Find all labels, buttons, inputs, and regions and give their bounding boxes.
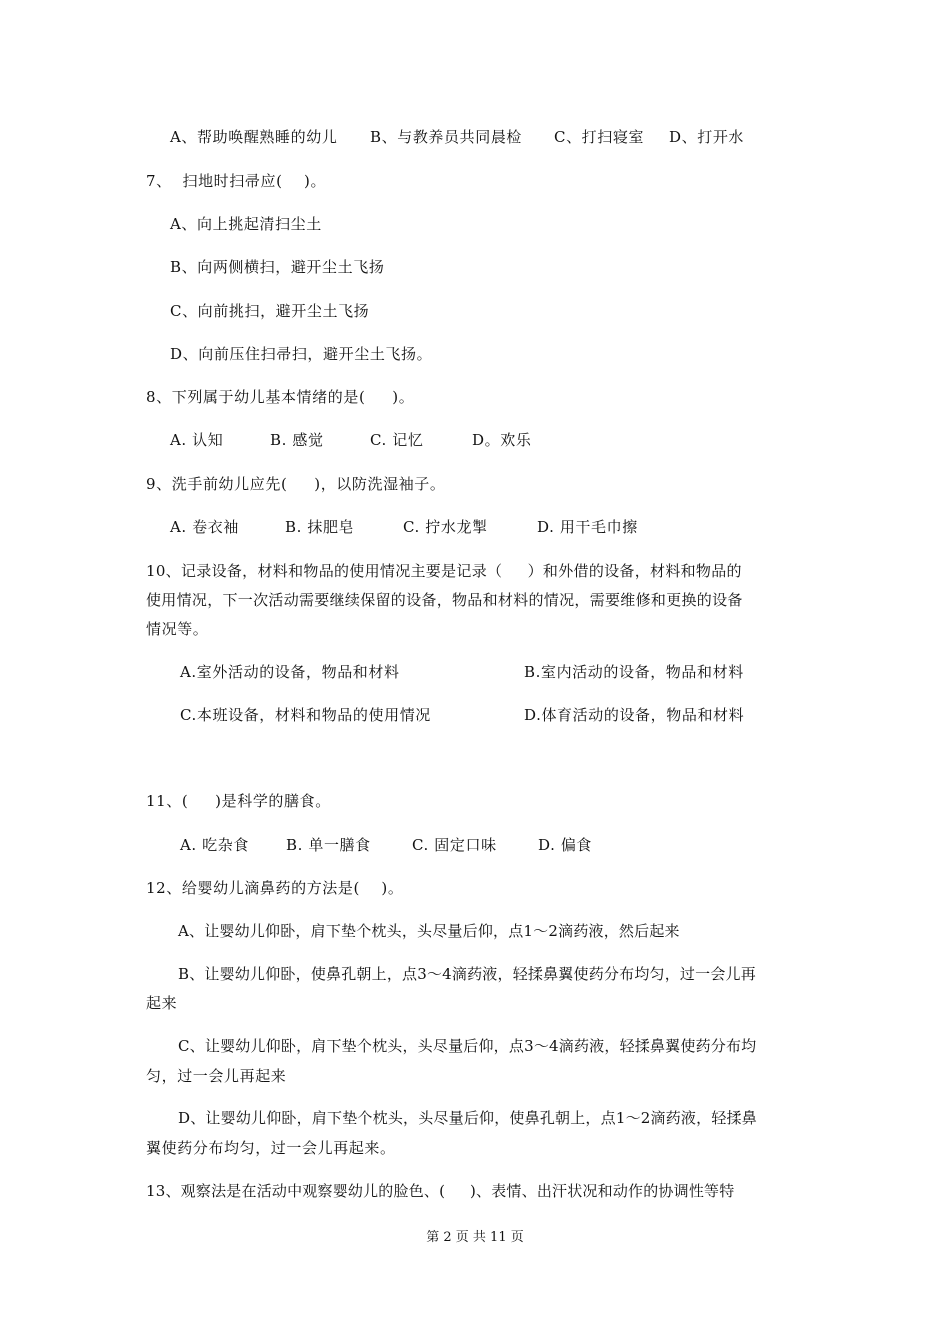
q11-option-a: A. 吃杂食 <box>180 836 249 854</box>
q10-stem-line-1: 10、记录设备，材料和物品的使用情况主要是记录（ ）和外借的设备，材料和物品的 <box>146 562 742 580</box>
q8-option-c: C. 记忆 <box>370 431 424 449</box>
q7-option-c: C、向前挑扫，避开尘土飞扬 <box>170 302 370 320</box>
q6-option-c: C、打扫寝室 <box>554 128 645 146</box>
q9-option-d: D. 用干毛巾擦 <box>537 518 638 536</box>
q11-stem: 11、( )是科学的膳食。 <box>146 792 331 810</box>
q7-option-d: D、向前压住扫帚扫，避开尘土飞扬。 <box>170 345 433 363</box>
q7-option-b: B、向两侧横扫，避开尘土飞扬 <box>170 258 385 276</box>
q12-option-c-line-2: 匀，过一会儿再起来 <box>146 1067 287 1085</box>
q10-stem-line-2: 使用情况，下一次活动需要继续保留的设备，物品和材料的情况，需要维修和更换的设备 <box>146 591 743 609</box>
q8-options <box>170 430 531 450</box>
q11-option-d: D. 偏食 <box>538 836 593 854</box>
q12-option-d-line-1: D、让婴幼儿仰卧，肩下垫个枕头，头尽量后仰，使鼻孔朝上，点1～2滴药液，轻揉鼻 <box>178 1109 757 1127</box>
q8-option-d: D。欢乐 <box>472 431 532 449</box>
q12-option-c-line-1: C、让婴幼儿仰卧，肩下垫个枕头，头尽量后仰，点3～4滴药液，轻揉鼻翼使药分布均 <box>178 1037 757 1055</box>
q6-options <box>170 127 744 147</box>
q9-option-a: A. 卷衣袖 <box>170 518 239 536</box>
q9-option-c: C. 拧水龙掣 <box>403 518 488 536</box>
q11-option-c: C. 固定口味 <box>412 836 497 854</box>
q10-option-b: B.室内活动的设备，物品和材料 <box>524 663 744 681</box>
q8-option-b: B. 感觉 <box>270 431 324 449</box>
q10-stem-line-3: 情况等。 <box>146 620 209 638</box>
q11-option-b: B. 单一膳食 <box>286 836 371 854</box>
q6-option-d: D、打开水 <box>669 128 745 146</box>
q9-options <box>170 517 638 537</box>
q7-stem: 7、 扫地时扫帚应( )。 <box>146 172 327 190</box>
q6-option-a: A、帮助唤醒熟睡的幼儿 <box>170 128 338 146</box>
q11-options <box>180 835 592 855</box>
q9-option-b: B. 抹肥皂 <box>285 518 355 536</box>
q8-option-a: A. 认知 <box>170 431 224 449</box>
q12-option-b-line-1: B、让婴幼儿仰卧，使鼻孔朝上，点3～4滴药液，轻揉鼻翼使药分布均匀，过一会儿再 <box>178 965 756 983</box>
q6-option-b: B、与教养员共同晨检 <box>370 128 523 146</box>
q12-option-b-line-2: 起来 <box>146 994 178 1012</box>
q12-stem: 12、给婴幼儿滴鼻药的方法是( )。 <box>146 879 404 897</box>
q10-option-d: D.体育活动的设备，物品和材料 <box>524 706 745 724</box>
q10-option-c: C.本班设备，材料和物品的使用情况 <box>180 706 431 724</box>
page-number-footer: 第 2 页 共 11 页 <box>426 1230 524 1245</box>
q13-stem-line-1: 13、观察法是在活动中观察婴幼儿的脸色、( )、表情、出汗状况和动作的协调性等特 <box>146 1182 735 1200</box>
q7-option-a: A、向上挑起清扫尘土 <box>170 215 322 233</box>
q10-option-a: A.室外活动的设备，物品和材料 <box>180 663 400 681</box>
q12-option-a: A、让婴幼儿仰卧，肩下垫个枕头，头尽量后仰，点1～2滴药液，然后起来 <box>178 922 680 940</box>
q12-option-d-line-2: 翼使药分布均匀，过一会儿再起来。 <box>146 1139 396 1157</box>
q8-stem: 8、下列属于幼儿基本情绪的是( )。 <box>146 388 415 406</box>
q9-stem: 9、洗手前幼儿应先( )，以防洗湿袖子。 <box>146 475 446 493</box>
